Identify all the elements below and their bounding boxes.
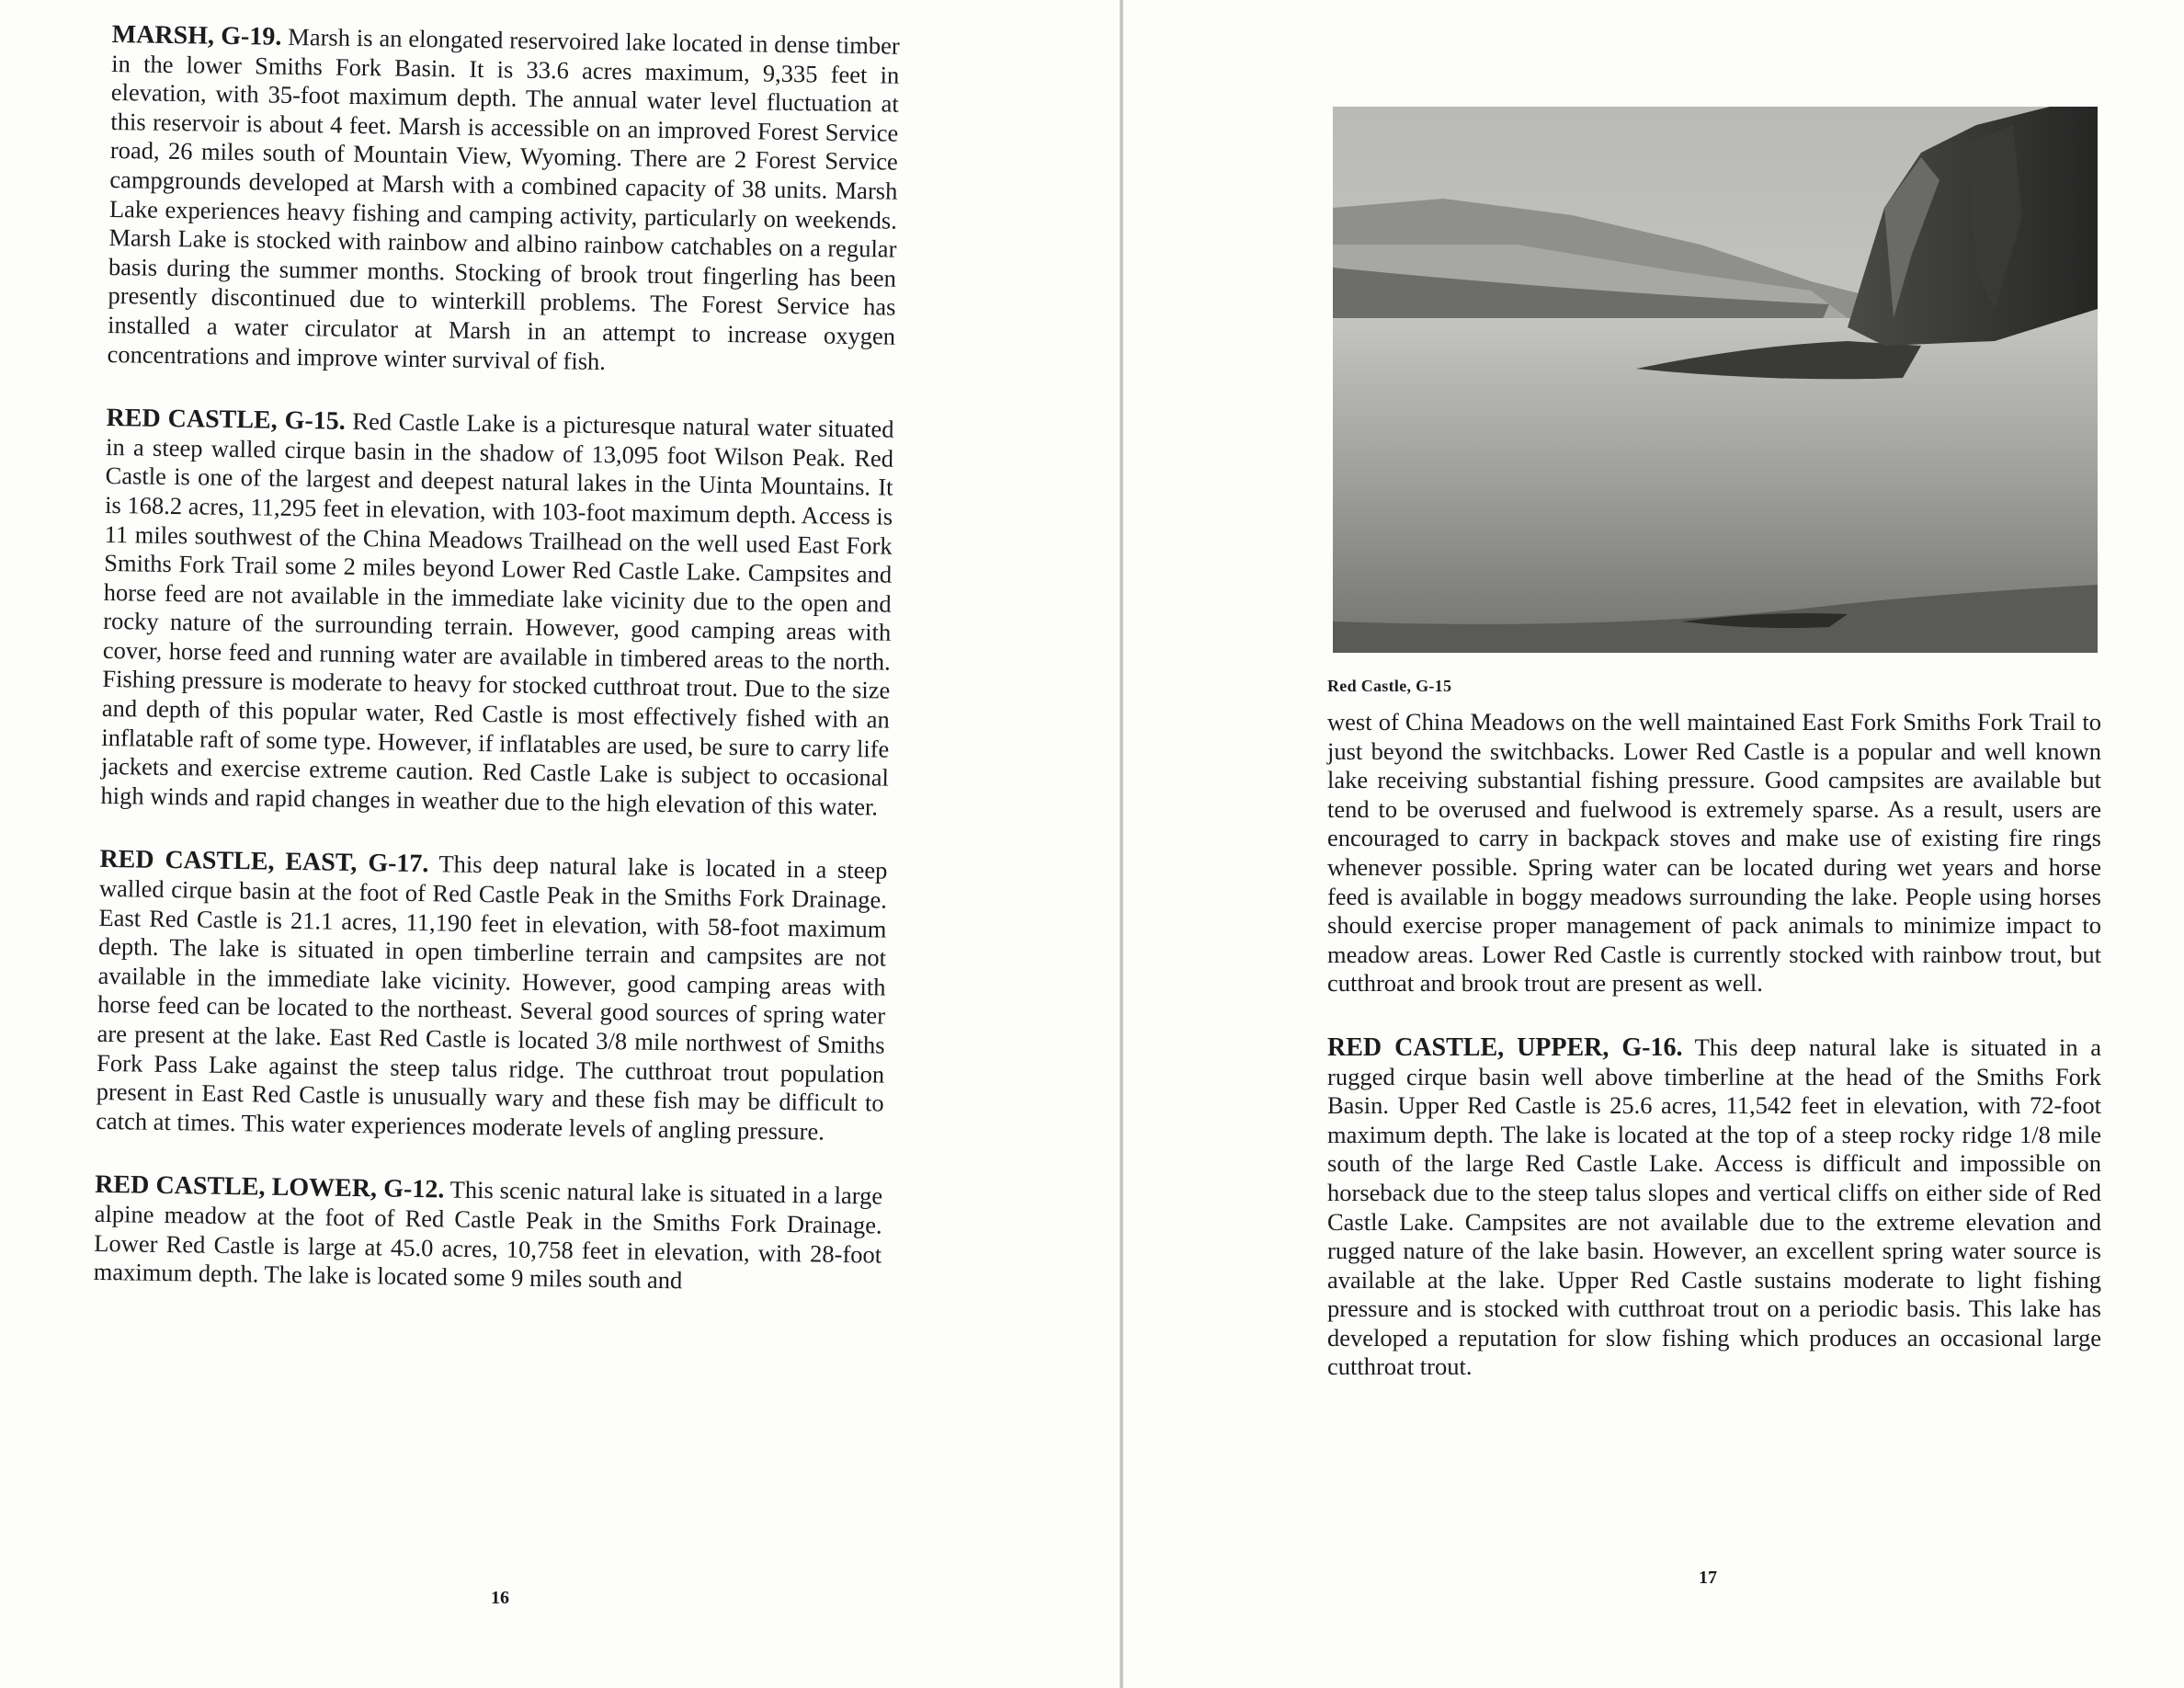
entry-title: RED CASTLE, EAST, G-17. <box>99 845 429 879</box>
right-text-column <box>1327 708 2101 1417</box>
lake-photo-image <box>1333 107 2098 653</box>
entry-title: RED CASTLE, UPPER, G-16. <box>1327 1032 1683 1062</box>
photo-caption: Red Castle, G-15 <box>1327 677 1452 695</box>
entry-title: RED CASTLE, G-15. <box>106 404 347 436</box>
page-number-left: 16 <box>491 1588 509 1608</box>
entry-title: RED CASTLE, LOWER, G-12. <box>94 1170 445 1204</box>
lake-entry-red-castle <box>100 404 893 822</box>
lake-entry-marsh <box>107 20 900 381</box>
page-number-right: 17 <box>1699 1568 1717 1588</box>
right-page <box>1123 0 2184 1688</box>
lower-red-castle-continuation: west of China Meadows on the well maintained East Fork Smiths Fork Trail to just beyond the switchbacks. Lower Red Castle is a popular and well known lake receiving substantial fishing pressure. Good campsites are available but tend to be overused and fuelwood is extremely sparse. As a result, users are encouraged to carry in backpack stoves and make use of existing fire rings whenever possible. Spring water can be located during wet years and horse feed is available in boggy meadows surrounding the lake. People using horses should exercise proper management of pack animals to minimize impact to meadow areas. Lower Red Castle is currently stocked with rainbow trout, but cutthroat and brook trout are present as well. <box>1327 708 2101 998</box>
entry-body: This deep natural lake is situated in a rugged cirque basin well above timberline at the head of the Smiths Fork Basin. Upper Red Castle is 25.6 acres, 11,542 feet in elevation, with 72-foot maximum depth. The lake is located at the top of a steep rocky ridge 1/8 mile south of the large Red Castle Lake. Access is difficult and impossible on horseback due to the steep talus slopes and vertical cliffs on either side of Red Castle Lake. Campsites are not available due to the extreme elevation and rugged nature of the lake basin. However, an excellent spring water source is available at the lake. Upper Red Castle sustains moderate to light fishing pressure and is stocked with cutthroat trout on a periodic basis. This lake has developed a reputation for slow fishing which produces an occasional large cutthroat trout. <box>1327 1032 2101 1381</box>
lake-entry-red-castle-east <box>96 845 888 1147</box>
entry-title: MARSH, G-19. <box>111 20 282 51</box>
entry-body: Red Castle Lake is a picturesque natural water situated in a steep walled cirque basin in the shadow of 13,095 foot Wilson Peak. Red Castle is one of the largest and deepest natural lakes in the Uinta Mountains. It is 168.2 acres, 11,295 feet in elevation, with 103-foot maximum depth. Access is 11 miles southwest of the China Meadows Trailhead on the well used East Fork Smiths Fork Trail some 2 miles beyond Lower Red Castle Lake. Campsites and horse feed are not available in the immediate lake vicinity due to the open and rocky nature of the surrounding terrain. However, good camping areas with cover, horse feed and running water are available in timbered areas to the north. Fishing pressure is moderate to heavy for stocked cutthroat trout. Due to the size and depth of this popular water, Red Castle is most effectively fished with an inflatable raft of some type. However, if inflatables are used, be sure to carry life jackets and exercise extreme caution. Red Castle Lake is subject to occasional high winds and rapid changes in weather due to the high elevation of this water. <box>100 407 894 821</box>
entry-body: Marsh is an elongated reservoired lake located in dense timber in the lower Smiths Fork Basin. It is 33.6 acres maximum, 9,335 feet in elevation, with 35-foot maximum depth. The annual water level fluctuation at this reservoir is about 4 feet. Marsh is accessible on an improved Forest Service road, 26 miles south of Mountain View, Wyoming. There are 2 Forest Service campgrounds developed at Marsh with a combined capacity of 38 units. Marsh Lake experiences heavy fishing and camping activity, particularly on weekends. Marsh Lake is stocked with rainbow and albino rainbow catchables on a regular basis during the summer months. Stocking of brook trout fingerling has been presently discontinued due to winterkill problems. The Forest Service has installed a water circulator at Marsh in an attempt to increase oxygen concentrations and improve winter survival of fish. <box>107 22 900 375</box>
lake-photograph <box>1333 107 2098 653</box>
entry-body: This scenic natural lake is situated in a large alpine meadow at the foot of Red Castle Peak in the Smiths Fork Drainage. Lower Red Castle is large at 45.0 acres, 10,758 feet in elevation, with 28-foot maximum depth. The lake is located some 9 miles south and <box>93 1175 883 1295</box>
entry-body: This deep natural lake is located in a steep walled cirque basin at the foot of Red Castle Peak in the Smiths Fork Drainage. East Red Castle is 21.1 acres, 11,190 feet in elevation, with 58-foot maximum depth. The lake is situated in open timberline terrain and campsites are not available in the immediate lake vicinity. However, good camping areas with horse feed can be located to the northeast. Several good sources of spring water are present at the lake. East Red Castle is located 3/8 mile northwest of Smiths Fork Pass Lake against the steep talus ridge. The cutthroat trout population present in East Red Castle is unusually wary and these fish may be difficult to catch at times. This water experiences moderate levels of angling pressure. <box>96 850 888 1146</box>
lake-entry-red-castle-upper <box>1327 1033 2101 1382</box>
lake-entry-red-castle-lower <box>94 1170 883 1298</box>
left-text-column <box>93 20 900 1333</box>
